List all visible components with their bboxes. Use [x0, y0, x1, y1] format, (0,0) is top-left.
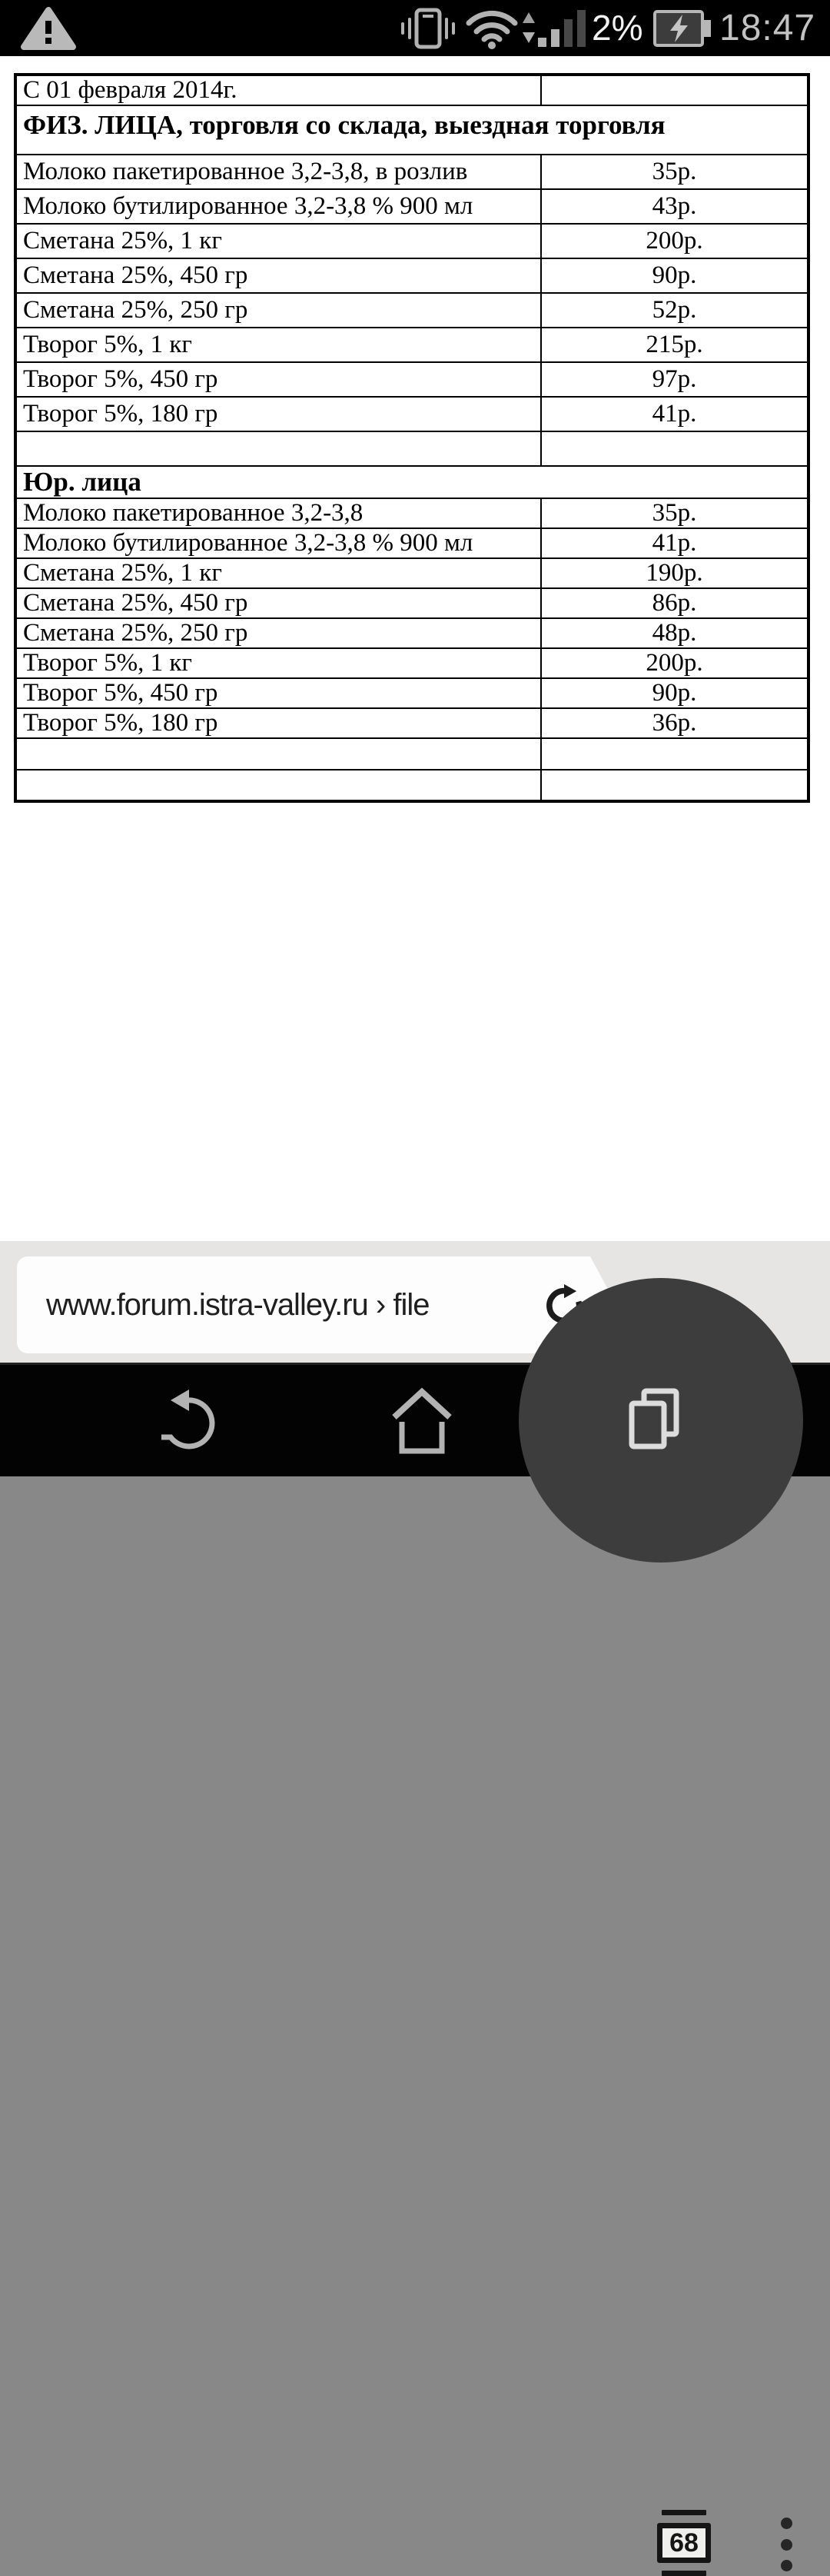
product-name-cell: Творог 5%, 180 гр	[15, 397, 541, 431]
empty-price-cell	[541, 75, 808, 105]
product-row	[15, 362, 808, 397]
product-row	[15, 155, 808, 189]
product-name-cell: Сметана 25%, 250 гр	[15, 293, 541, 328]
product-row	[15, 293, 808, 328]
product-row	[15, 678, 808, 708]
menu-dot	[781, 2560, 792, 2571]
tab-switcher-bottom-bar	[662, 2571, 706, 2576]
overflow-menu-button[interactable]	[769, 2518, 804, 2571]
product-price-cell: 86р.	[541, 588, 808, 618]
url-fade-overlay	[447, 1258, 540, 1352]
product-row	[15, 648, 808, 678]
battery-percent: 2%	[592, 8, 643, 48]
product-name-cell: Сметана 25%, 450 гр	[15, 258, 541, 293]
recents-button[interactable]	[613, 1379, 693, 1463]
status-bar	[0, 0, 830, 56]
empty-row	[15, 431, 808, 466]
signal-icon	[538, 8, 595, 48]
empty-row	[15, 770, 808, 801]
url-bar[interactable]	[17, 1256, 590, 1353]
url-text: www.forum.istra-valley.ru › file	[46, 1288, 430, 1322]
product-row	[15, 588, 808, 618]
product-price-cell: 41р.	[541, 528, 808, 558]
price-table	[14, 73, 810, 803]
product-row	[15, 498, 808, 528]
product-price-cell: 90р.	[541, 258, 808, 293]
date-cell: С 01 февраля 2014г.	[15, 75, 541, 105]
battery-charging-icon	[653, 8, 713, 48]
product-row	[15, 258, 808, 293]
empty-price-cell	[541, 770, 808, 801]
product-row	[15, 397, 808, 431]
tab-count-badge: 68	[657, 2523, 711, 2563]
product-name-cell: Сметана 25%, 1 кг	[15, 224, 541, 258]
product-row	[15, 189, 808, 224]
product-price-cell: 200р.	[541, 648, 808, 678]
product-row	[15, 328, 808, 362]
tab-switcher-top-bar	[662, 2510, 706, 2515]
empty-name-cell	[15, 431, 541, 466]
product-name-cell: Молоко бутилированное 3,2-3,8 % 900 мл	[15, 528, 541, 558]
product-price-cell: 200р.	[541, 224, 808, 258]
tab-switcher-button[interactable]	[653, 2510, 715, 2576]
empty-name-cell	[15, 770, 541, 801]
product-name-cell: Молоко бутилированное 3,2-3,8 % 900 мл	[15, 189, 541, 224]
empty-name-cell	[15, 738, 541, 770]
empty-price-cell	[541, 738, 808, 770]
product-price-cell: 43р.	[541, 189, 808, 224]
section-header-row	[15, 105, 808, 155]
product-price-cell: 190р.	[541, 558, 808, 588]
product-price-cell: 215р.	[541, 328, 808, 362]
warning-icon	[20, 6, 77, 51]
menu-dot	[781, 2518, 792, 2529]
date-row	[15, 75, 808, 105]
product-row	[15, 618, 808, 648]
product-price-cell: 35р.	[541, 498, 808, 528]
vibrate-icon	[393, 8, 463, 49]
navigation-bar	[0, 1365, 830, 1476]
product-name-cell: Творог 5%, 450 гр	[15, 678, 541, 708]
section-title-cell: ФИЗ. ЛИЦА, торговля со склада, выездная торговля	[15, 105, 808, 155]
price-table-body	[15, 75, 808, 801]
menu-dot	[781, 2539, 792, 2551]
product-row	[15, 558, 808, 588]
product-name-cell: Творог 5%, 1 кг	[15, 648, 541, 678]
empty-price-cell	[541, 431, 808, 466]
section-title-cell: Юр. лица	[15, 466, 808, 498]
wifi-icon	[464, 8, 538, 49]
product-price-cell: 41р.	[541, 397, 808, 431]
product-price-cell: 48р.	[541, 618, 808, 648]
product-name-cell: Молоко пакетированное 3,2-3,8	[15, 498, 541, 528]
product-price-cell: 90р.	[541, 678, 808, 708]
product-name-cell: Творог 5%, 450 гр	[15, 362, 541, 397]
clock-time: 18:47	[719, 8, 816, 48]
section-header-row	[15, 466, 808, 498]
product-name-cell: Сметана 25%, 1 кг	[15, 558, 541, 588]
product-name-cell: Сметана 25%, 250 гр	[15, 618, 541, 648]
product-price-cell: 35р.	[541, 155, 808, 189]
product-name-cell: Творог 5%, 1 кг	[15, 328, 541, 362]
product-name-cell: Сметана 25%, 450 гр	[15, 588, 541, 618]
empty-row	[15, 738, 808, 770]
back-button[interactable]	[151, 1379, 231, 1463]
product-price-cell: 52р.	[541, 293, 808, 328]
product-price-cell: 97р.	[541, 362, 808, 397]
product-name-cell: Молоко пакетированное 3,2-3,8, в розлив	[15, 155, 541, 189]
product-row	[15, 224, 808, 258]
product-row	[15, 528, 808, 558]
product-price-cell: 36р.	[541, 708, 808, 738]
product-name-cell: Творог 5%, 180 гр	[15, 708, 541, 738]
home-button[interactable]	[382, 1379, 462, 1463]
product-row	[15, 708, 808, 738]
